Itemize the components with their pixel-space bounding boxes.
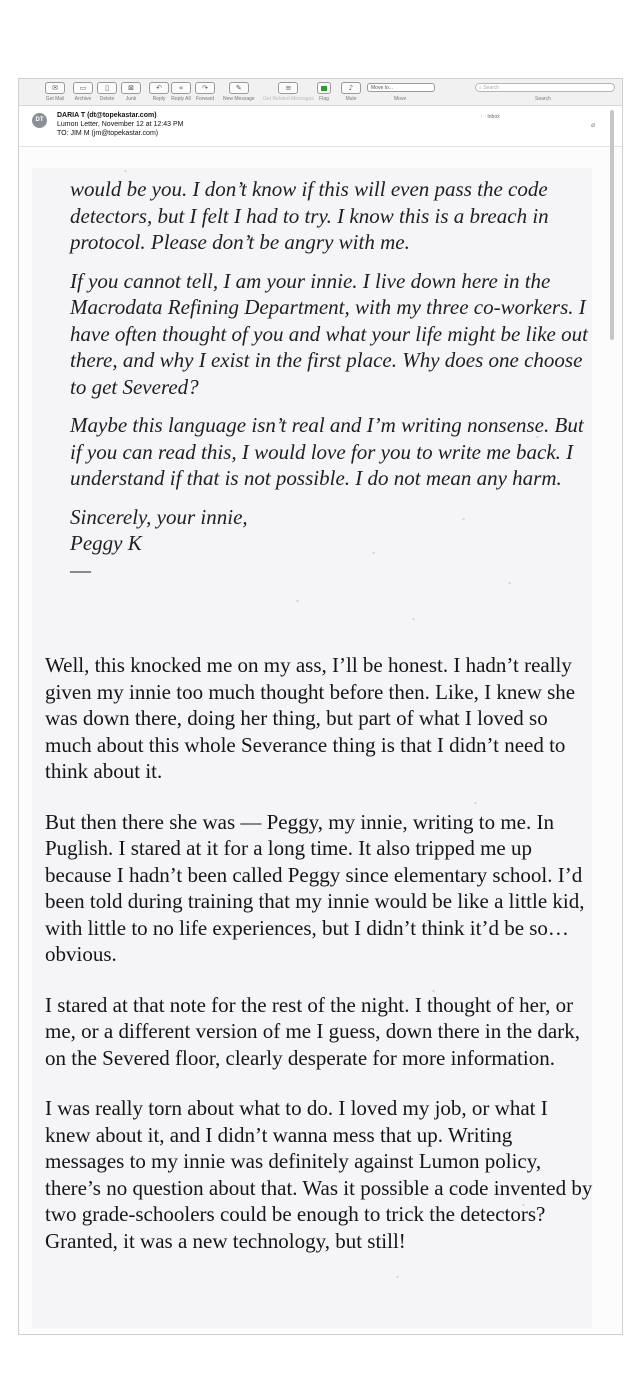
letter-paragraph: If you cannot tell, I am your innie. I live down here in the Macrodata Refining Department, with my three co-workers. I have often thought of you and what your life might be like out there, and why I exist in the first place. Why does one choose to get Severed? [70,268,588,399]
flag-button[interactable]: Flag [317,82,331,102]
flag-swatch [321,86,327,91]
letter-signoff: Sincerely, your innie, [70,504,248,529]
junk-button[interactable]: ⊠ Junk [121,82,141,102]
toolbar [19,79,622,106]
recipient[interactable]: TO: JIM M (jm@topekastar.com) [57,130,159,137]
letter-signature: Peggy K [70,531,142,555]
narrative-paragraph: Well, this knocked me on my ass, I’ll be honest. I hadn’t really given my innie too much thought before then. Like, I knew she was down there, doing her thing, but part of what I loved so much about this whole Severance thing is that I didn’t need to think about it. [45,653,576,783]
related-messages-button[interactable]: ≡ Get Related Messages [263,84,314,102]
innie-letter [70,176,600,583]
narrative-paragraph: I was really torn about what to do. I loved my job, or what I knew about it, and I didn’t wanna mess that up. Writing messages to my innie was definitely against Lumon policy, there’s no question about that. Was it possible a code invented by two grade-schoolers could be enough to trick the detectors? Granted, it was a new technology, but still! [45,1096,593,1253]
move-select[interactable]: Move to... [367,83,435,92]
archive-icon: ▭ [73,82,93,94]
speck [124,170,127,172]
narrative-paragraph: But then there she was — Peggy, my innie, writing to me. In Puglish. I stared at it for a long time. It also tripped me up because I hadn’t been called Peggy since elementary school. I’d been told during training that my innie would be like a little kid, with little to no life experiences, but I didn’t think it’d be so… obvious. [45,809,585,966]
mute-icon: ♪ [341,82,361,94]
move-label: Move [394,96,407,102]
get-mail-button[interactable]: ✉ Get Mail [45,84,65,102]
letter-paragraph: would be you. I don’t know if this will even pass the code detectors, but I felt I had to try. I know this is a breach in protocol. Please don’t be angry with me. [70,177,549,254]
reply-all-icon: « [171,82,191,94]
narrative-text [45,652,595,1278]
archive-button[interactable]: ▭ Archive [74,84,92,102]
letter-paragraph: Maybe this language isn’t real and I’m writing nonsense. But if you can read this, I would love for you to write me back. I understand if that is not possible. I do not mean any harm. [70,413,584,490]
message-header [19,106,622,147]
forward-button[interactable]: ↷ Forward [195,84,215,102]
speck [412,618,415,620]
subject-line: Lumon Letter, November 12 at 12:43 PM [57,121,184,128]
scrollbar[interactable] [610,110,614,340]
mute-button[interactable]: ♪ Mute [341,82,361,102]
reply-all-button[interactable]: « Reply All [171,84,191,102]
speck [296,600,299,602]
trash-icon: ▯ [97,82,117,94]
sender[interactable]: DARIA T (dt@topekastar.com) [57,112,157,119]
reply-icon: ↶ [149,82,169,94]
letter-dash: — [70,557,91,582]
compose-icon: ✎ [229,82,249,94]
envelope-icon: ✉ [45,82,65,94]
search-placeholder: Search [483,85,500,91]
new-message-button[interactable]: ✎ New Message [223,84,255,102]
forward-icon: ↷ [195,82,215,94]
narrative-paragraph: I stared at that note for the rest of the night. I thought of her, or me, or a different version of me I guess, down there in the dark, on the Severed floor, clearly desperate for more information. [45,992,580,1070]
attachment-icon[interactable]: ⌀ [591,122,596,129]
avatar: DT [32,113,47,128]
reply-button[interactable]: ↶ Reply [149,82,169,102]
search-label: Search [535,96,551,102]
delete-button[interactable]: ▯ Delete [97,82,117,102]
junk-icon: ⊠ [121,82,141,94]
search-input[interactable]: ⌕ Search [475,83,615,92]
mailbox-tag[interactable]: 🗀 Inbox [481,114,500,120]
flag-icon [317,82,331,94]
notes-icon: ≡ [278,82,298,94]
